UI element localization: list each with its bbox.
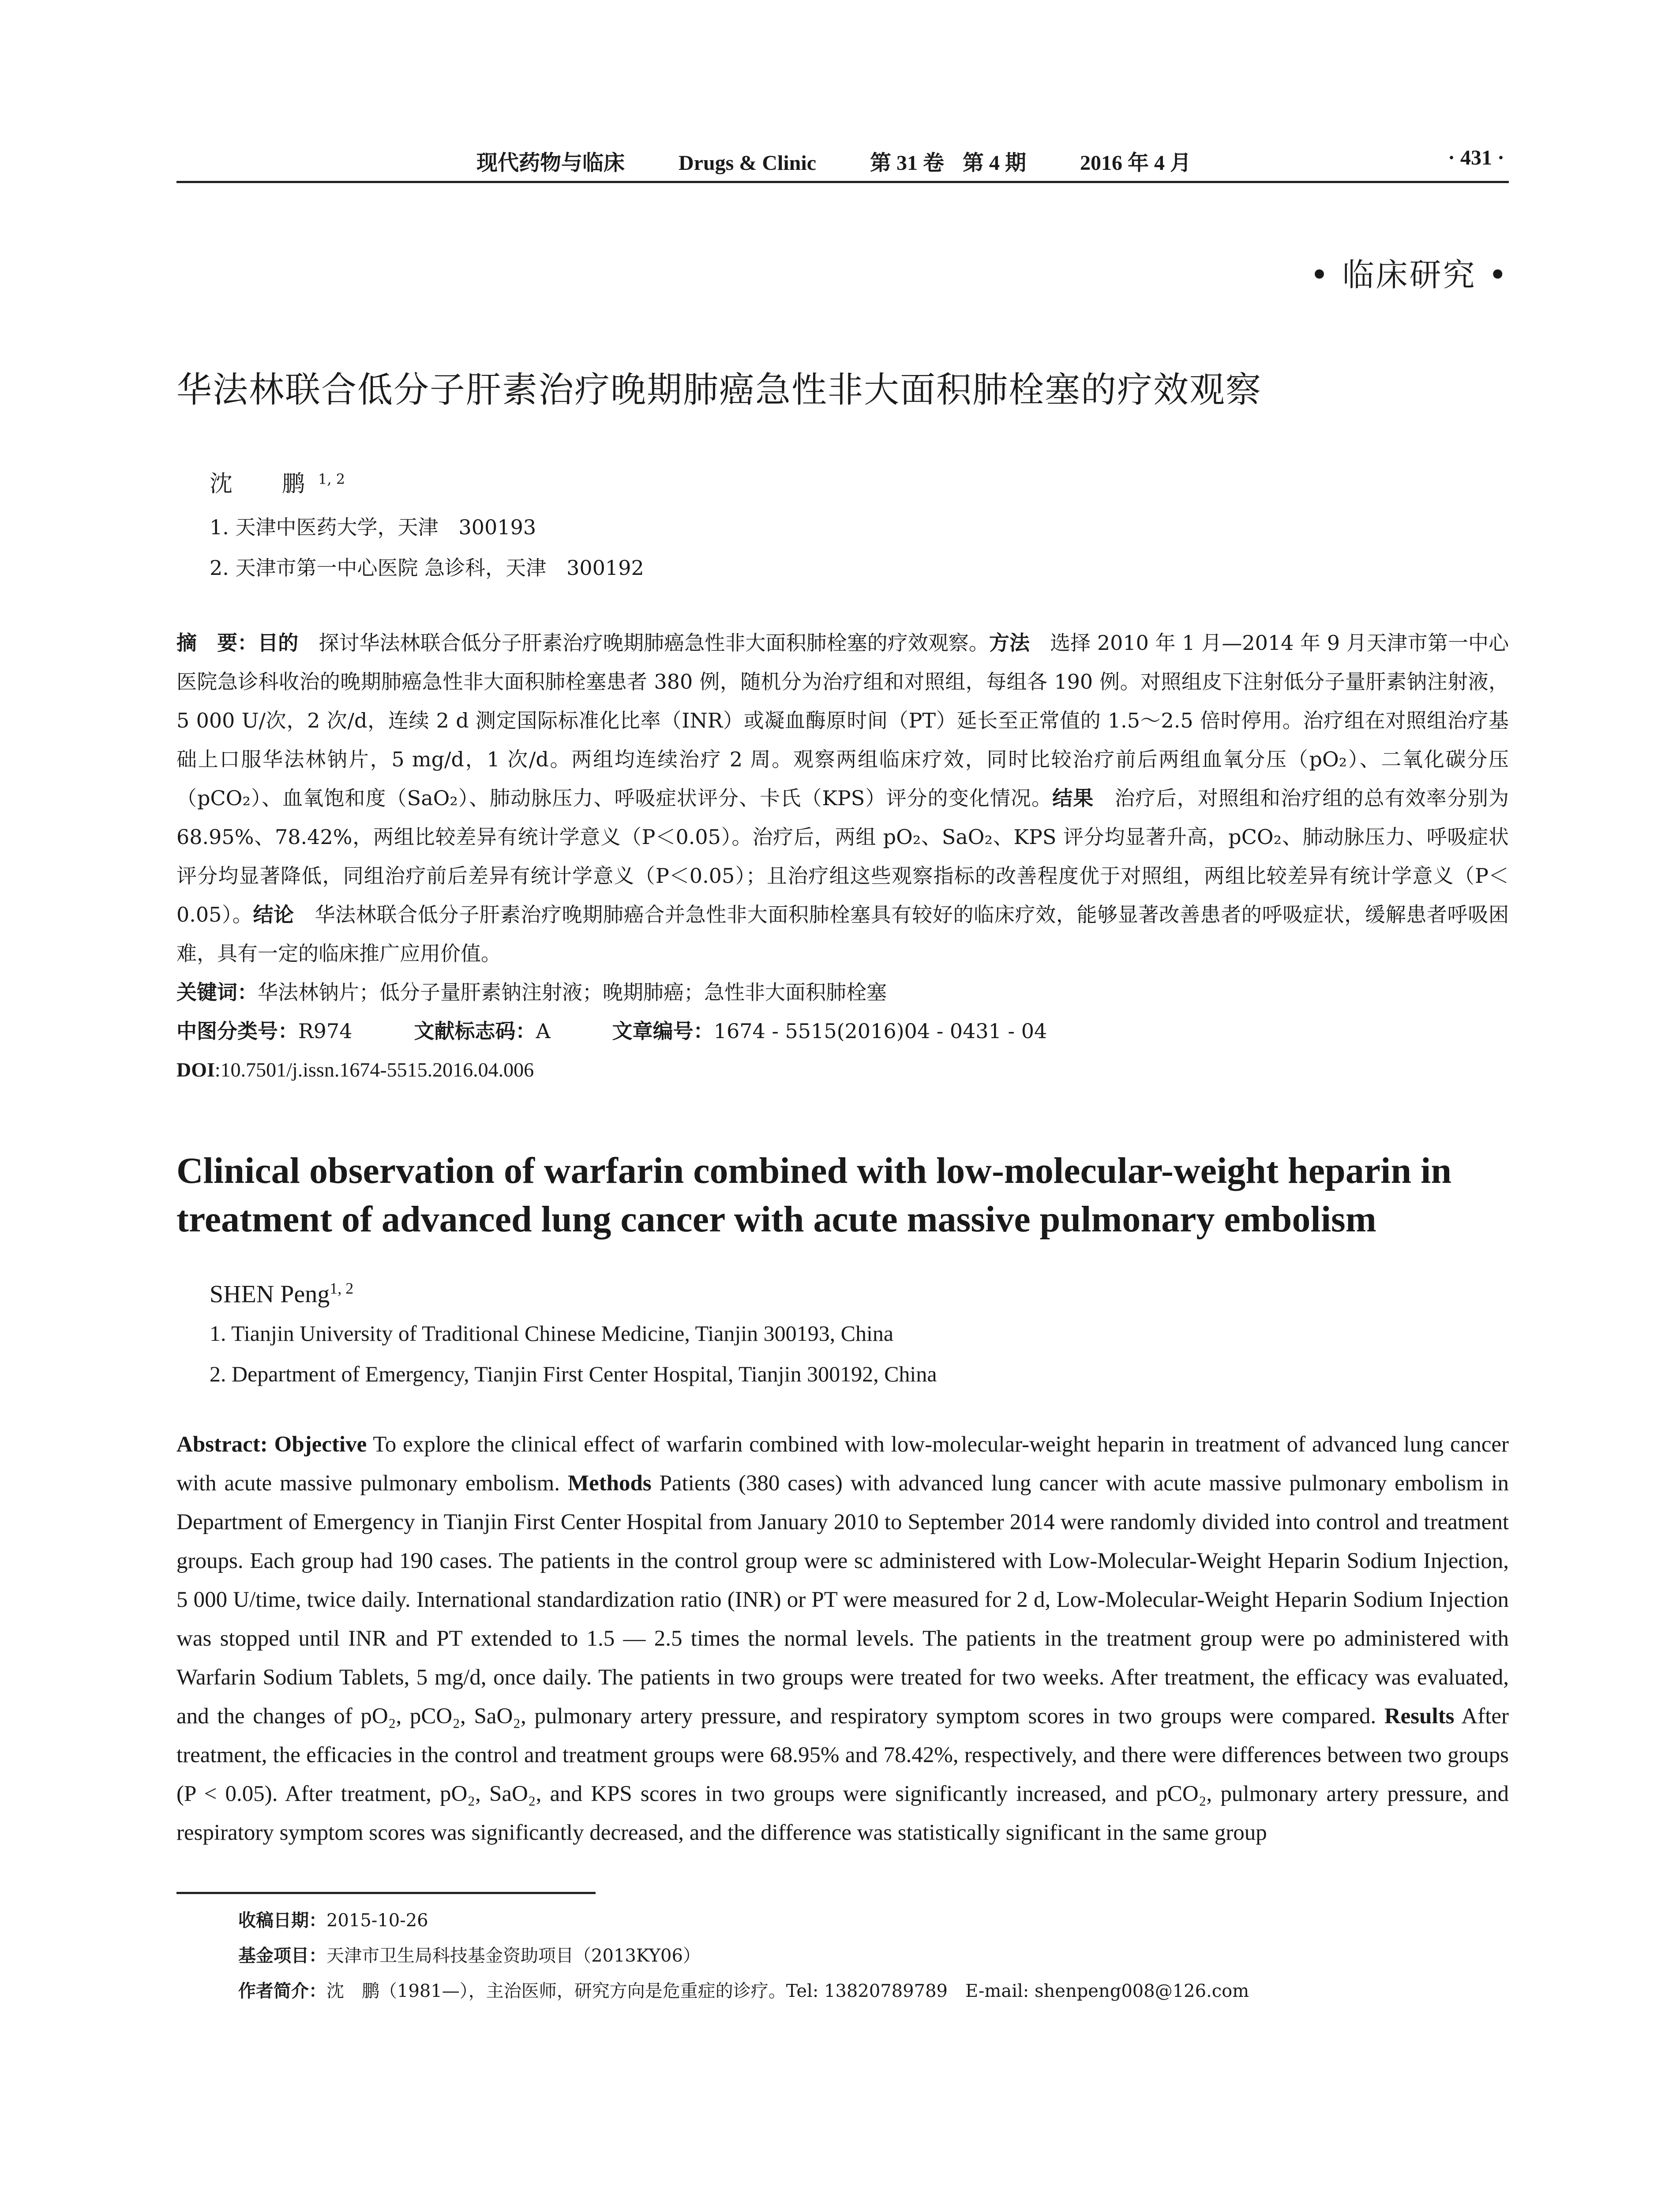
journal-name-cn: 现代药物与临床 [476, 151, 625, 175]
doi-label: DOI [176, 1058, 215, 1081]
footnote-author-bio [238, 1973, 1509, 2009]
page-number: · 431 · [1448, 146, 1504, 169]
issue-date: 2016 年 4 月 [1080, 151, 1192, 175]
keywords-label: 关键词： [176, 980, 258, 1004]
author-name-en: SHEN Peng [210, 1280, 330, 1308]
doi-value[interactable]: :10.7501/j.issn.1674-5515.2016.04.006 [214, 1058, 534, 1081]
methods-text: 选择 2010 年 1 月—2014 年 9 月天津市第一中心医院急诊科收治的晚期肺癌急性非大面积肺栓塞患者 380 例，随机分为治疗组和对照组，每组各 190 例。对照组皮下注射低分子量肝素钠注射液，5 000 U/次，2 次/d，连续 2 d 测定国际标准化比率（INR）或凝血酶原时间（PT）延长至正常值的 1.5～2.5 倍时停用。治疗组在对照组治疗基础上口服华法林钠片，5 mg/d，1 次/d。两组均连续治疗 2 周。观察两组临床疗效，同时比较治疗前后两组血氧分压（pO₂）、二氧化碳分压（pCO₂）、血氧饱和度（SaO₂）、肺动脉压力、呼吸症状评分、卡氏（KPS）评分的变化情况。 [176, 631, 1509, 810]
running-header-center [476, 146, 1240, 176]
methods-en-text: Patients (380 cases) with advanced lung cancer with acute massive pulmonary embolism in Department of Emergency in Tianjin First Center Hospital from January 2010 to September 2014 were randomly divided into control and treatment groups. Each group had 190 cases. The patients in the control group were sc administered with Low-Molecular-Weight Heparin Sodium Injection, 5 000 U/time, twice daily. International standardization ratio (INR) or PT were measured for 2 d, Low-Molecular-Weight Heparin Sodium Injection was stopped until INR and PT extended to 1.5 — 2.5 times the normal levels. The patients in the treatment group were po administered with Warfarin Sodium Tablets, 5 mg/d, once daily. The patients in two groups were treated for two weeks. After treatment, the efficacy was evaluated, and the changes of pO₂, pCO₂, SaO₂, pulmonary artery pressure, and respiratory symptom scores in two groups were compared. [176, 1471, 1509, 1729]
issue: 第 4 期 [963, 151, 1027, 175]
column-tag: • 临床研究 • [1310, 256, 1509, 293]
abstract-en-label: Abstract: Objective [176, 1432, 367, 1457]
keywords [176, 973, 1509, 1012]
abstract-cn [176, 623, 1509, 973]
methods-en-label: Methods [567, 1471, 652, 1496]
methods-label: 方法 [989, 631, 1030, 655]
keywords-text: 华法林钠片；低分子量肝素钠注射液；晚期肺癌；急性非大面积肺栓塞 [258, 980, 887, 1004]
clc-label: 中图分类号： [176, 1019, 298, 1043]
doi-line [176, 1050, 1509, 1089]
author-en [176, 1279, 1509, 1309]
footnote-text: 2015-10-26 [326, 1910, 428, 1931]
footnote-label: 收稿日期： [238, 1910, 326, 1931]
affiliation-cn: 2. 天津市第一中心医院 急诊科，天津 300192 [210, 556, 644, 580]
footnote-label: 作者简介： [238, 1981, 326, 2001]
results-en-label: Results [1384, 1703, 1455, 1729]
affiliation-en: 1. Tianjin University of Traditional Chinese Medicine, Tianjin 300193, China [210, 1321, 894, 1346]
volume: 第 31 卷 [870, 151, 945, 175]
footnote-funding [238, 1938, 1509, 1973]
journal-name-en: Drugs & Clinic [679, 151, 817, 175]
author-cn [176, 465, 1509, 498]
footnotes [176, 1903, 1509, 2009]
abstract-label: 摘 要： [176, 631, 258, 655]
footnote-label: 基金项目： [238, 1945, 326, 1966]
results-en-text: After treatment, the efficacies in the control and treatment groups were 68.95% and 78.42%, respectively, and there were differences between two groups (P < 0.05). After treatment, pO₂, SaO₂, and KPS scores in two groups were significantly increased, and pCO₂, pulmonary artery pressure, and respiratory symptom scores was significantly decreased, and the difference was statistically significant in the same group [176, 1703, 1509, 1845]
footnote-text: 沈 鹏（1981—），主治医师，研究方向是危重症的诊疗。Tel: 13820789789 E-mail: shenpeng008@126.com [326, 1981, 1249, 2001]
affiliation-cn: 1. 天津中医药大学，天津 300193 [210, 515, 536, 539]
clc-value: R974 [298, 1019, 352, 1043]
author-en-affil-sup: 1, 2 [330, 1279, 354, 1297]
author-name-cn: 沈 鹏 [210, 471, 319, 497]
objective-en-text: To explore the clinical effect of warfarin combined with low-molecular-weight heparin in treatment of advanced lung cancer with acute massive pulmonary embolism. [176, 1432, 1509, 1496]
author-affil-sup: 1, 2 [318, 471, 345, 488]
classification-line [176, 1012, 1509, 1050]
doc-code-label: 文献标志码： [414, 1019, 536, 1043]
results-label: 结果 [1052, 786, 1094, 810]
affiliations-cn [176, 507, 1509, 588]
objective-text: 探讨华法林联合低分子肝素治疗晚期肺癌急性非大面积肺栓塞的疗效观察。 [298, 631, 989, 655]
conclusion-text: 华法林联合低分子肝素治疗晚期肺癌合并急性非大面积肺栓塞具有较好的临床疗效，能够显著改善患者的呼吸症状，缓解患者呼吸困难，具有一定的临床推广应用价值。 [176, 903, 1509, 965]
affiliations-en [176, 1313, 1509, 1394]
footnote-text: 天津市卫生局科技基金资助项目（2013KY06） [326, 1945, 701, 1966]
results-text: 治疗后，对照组和治疗组的总有效率分别为 68.95%、78.42%，两组比较差异有统计学意义（P＜0.05）。治疗后，两组 pO₂、SaO₂、KPS 评分均显著升高，pCO₂、肺动脉压力、呼吸症状评分均显著降低，同组治疗前后差异有统计学意义（P＜0.05）；且治疗组这些观察指标的改善程度优于对照组，两组比较差异有统计学意义（P＜0.05）。 [176, 786, 1509, 927]
paper-page [176, 132, 1509, 2009]
article-number-label: 文章编号： [612, 1019, 714, 1043]
affiliation-en: 2. Department of Emergency, Tianjin First Center Hospital, Tianjin 300192, China [210, 1361, 937, 1386]
title-cn: 华法林联合低分子肝素治疗晚期肺癌急性非大面积肺栓塞的疗效观察 [176, 369, 1262, 410]
objective-label: 目的 [258, 631, 299, 655]
doc-code-value: A [536, 1019, 551, 1043]
conclusion-label: 结论 [253, 903, 294, 927]
title-en: Clinical observation of warfarin combined with low-molecular-weight heparin in treatment of advanced lung cancer with acute massive pulmonary embolism [176, 1150, 1452, 1240]
footnote-received [238, 1903, 1509, 1938]
footnote-rule [176, 1892, 596, 1894]
abstract-en [176, 1425, 1509, 1852]
running-header [176, 132, 1509, 183]
article-number-value: 1674 - 5515(2016)04 - 0431 - 04 [713, 1019, 1047, 1043]
